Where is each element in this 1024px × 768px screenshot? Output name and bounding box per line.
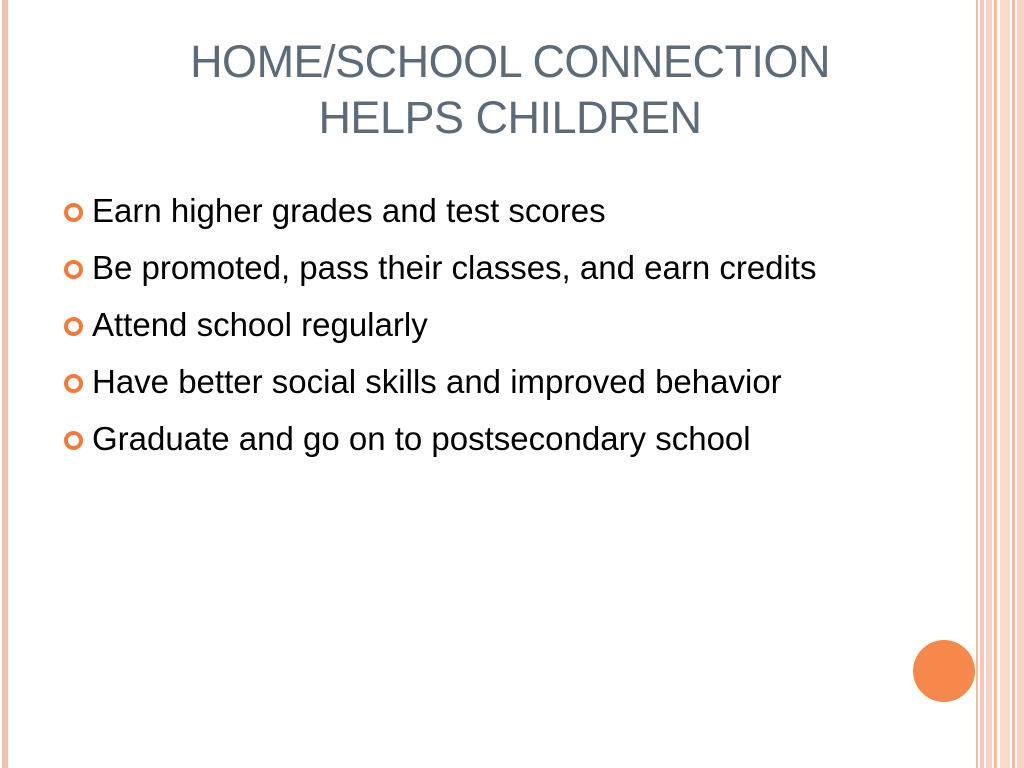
ring-bullet-icon xyxy=(64,317,83,336)
stripe xyxy=(1012,0,1015,768)
ring-bullet-icon xyxy=(64,260,83,279)
orange-circle-decoration xyxy=(913,640,975,702)
stripe xyxy=(1017,0,1024,768)
left-border-line xyxy=(2,0,8,768)
slide-title-line-2: HELPS CHILDREN xyxy=(318,92,702,143)
ring-bullet-icon xyxy=(64,203,83,222)
right-stripe-decoration xyxy=(976,0,1024,768)
bullet-item-5 xyxy=(62,416,882,462)
bullet-item-1 xyxy=(62,188,882,234)
bullet-text: Attend school regularly xyxy=(92,306,428,343)
bullet-item-2 xyxy=(62,245,882,291)
stripe xyxy=(1000,0,1010,768)
ring-bullet-icon xyxy=(64,431,83,450)
slide-title-line-1: HOME/SCHOOL CONNECTION xyxy=(190,36,830,87)
stripe xyxy=(980,0,984,768)
stripe xyxy=(976,0,978,768)
left-border-decoration xyxy=(0,0,12,768)
bullet-text: Earn higher grades and test scores xyxy=(92,192,606,229)
stripe xyxy=(986,0,992,768)
stripe xyxy=(994,0,997,768)
bullet-list xyxy=(62,188,882,473)
ring-bullet-icon xyxy=(64,374,83,393)
slide-title xyxy=(110,34,910,146)
bullet-item-4 xyxy=(62,359,882,405)
bullet-text: Have better social skills and improved behavior xyxy=(92,363,782,400)
bullet-text: Graduate and go on to postsecondary school xyxy=(92,420,751,457)
bullet-text: Be promoted, pass their classes, and earn credits xyxy=(92,249,817,286)
bullet-item-3 xyxy=(62,302,882,348)
